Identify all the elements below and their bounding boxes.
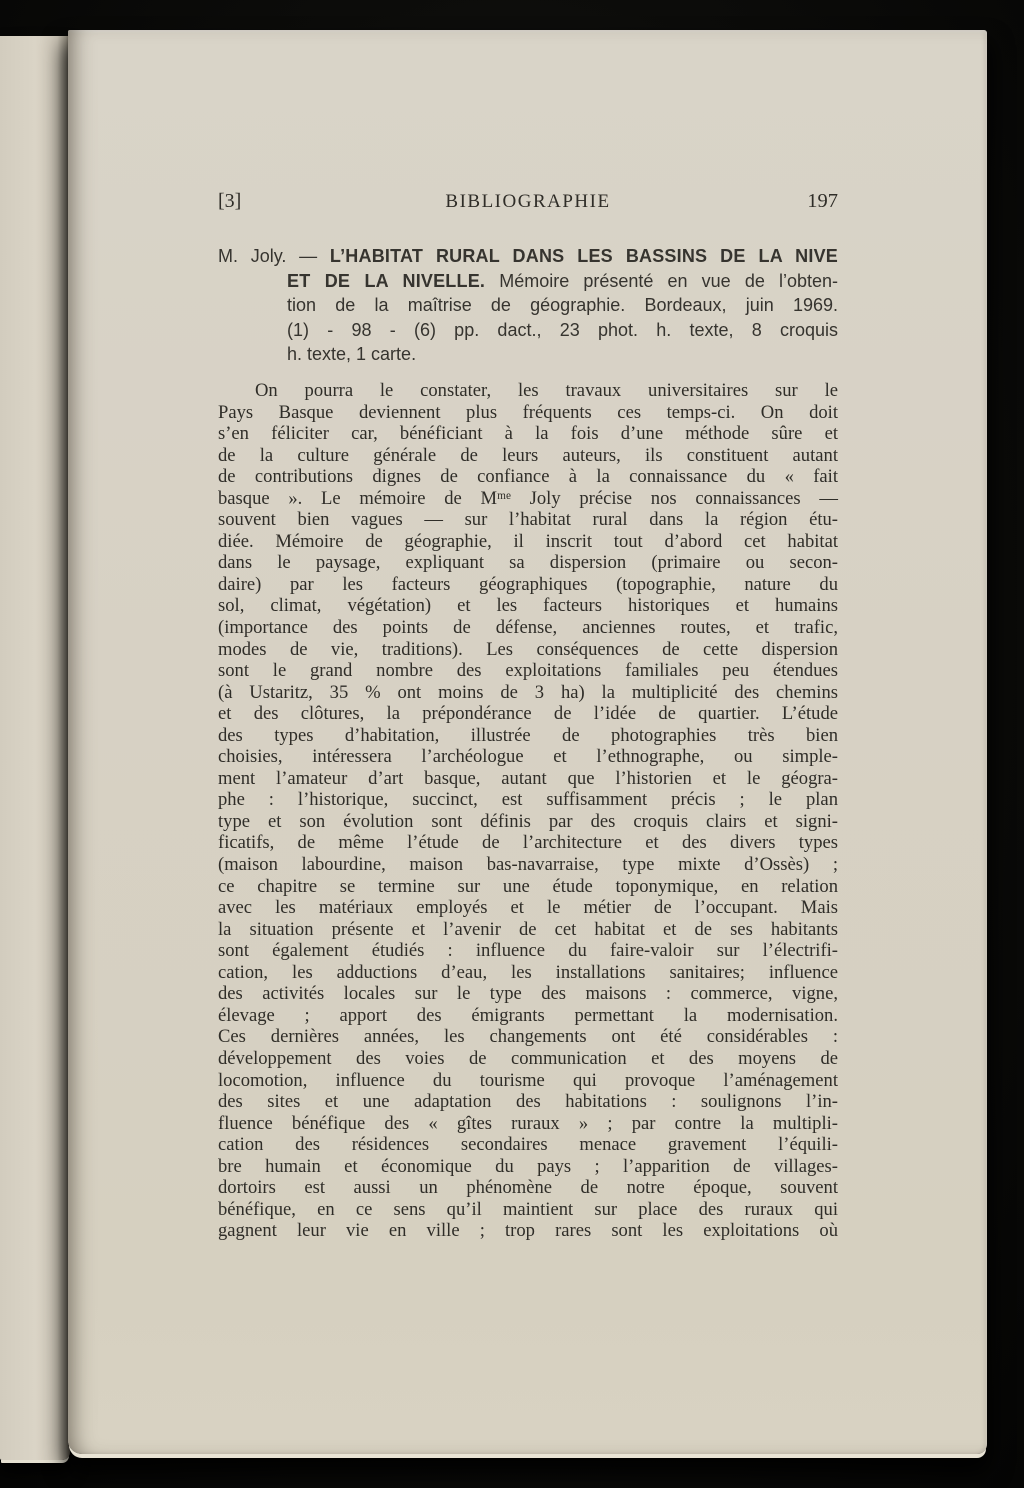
- body-line: de contributions dignes de confiance à la connaissance du « fait: [218, 466, 838, 488]
- body-line: cation, les adductions d’eau, les installations sanitaires; influence: [218, 961, 838, 983]
- body-line: (à Ustaritz, 35 % ont moins de 3 ha) la multiplicité des chemins: [218, 681, 838, 703]
- body-line: s’en féliciter car, bénéficiant à la fois d’une méthode sûre et: [218, 423, 838, 445]
- body-line: phe : l’historique, succinct, est suffisamment précis ; le plan: [218, 789, 838, 811]
- body-line: des sites et une adaptation des habitations : soulignons l’in-: [218, 1091, 838, 1113]
- body-line: type et son évolution sont définis par des croquis clairs et signi-: [218, 810, 838, 832]
- entry-line: [218, 293, 838, 318]
- entry-text-segment: tion de la maîtrise de géographie. Bordeaux, juin 1969.: [287, 295, 838, 315]
- section-marker: [3]: [218, 190, 242, 212]
- body-line: ce chapitre se termine sur une étude toponymique, en relation: [218, 875, 838, 897]
- body-line: développement des voies de communication et des moyens de: [218, 1047, 838, 1069]
- body-line: sont également étudiés : influence du faire-valoir sur l’électrifi-: [218, 940, 838, 962]
- body-line: daire) par les facteurs géographiques (topographie, nature du: [218, 573, 838, 595]
- body-line: (importance des points de défense, anciennes routes, et trafic,: [218, 617, 838, 639]
- body-line: des types d’habitation, illustrée de photographies très bien: [218, 724, 838, 746]
- body-line: ment l’amateur d’art basque, autant que l’historien et le géogra-: [218, 767, 838, 789]
- running-header: [218, 190, 838, 213]
- entry-line: [218, 318, 838, 343]
- entry-text-segment: M. Joly. —: [218, 246, 330, 266]
- entry-title-segment: L’HABITAT RURAL DANS LES BASSINS DE LA NIVE: [329, 246, 838, 266]
- body-line: et des clôtures, la prépondérance de l’idée de quartier. L’étude: [218, 703, 838, 725]
- body-line: élevage ; apport des émigrants permettant la modernisation.: [218, 1004, 838, 1026]
- facing-page-edge: [0, 36, 70, 1460]
- entry-text-segment: h. texte, 1 carte.: [287, 344, 417, 364]
- body-line: Pays Basque deviennent plus fréquents ces temps-ci. On doit: [218, 401, 838, 423]
- entry-line: [218, 269, 838, 294]
- body-line: ficatifs, de même l’étude de l’architecture et des divers types: [218, 832, 838, 854]
- body-line: locomotion, influence du tourisme qui provoque l’aménagement: [218, 1069, 838, 1091]
- body-line: fluence bénéfique des « gîtes ruraux » ; par contre la multipli-: [218, 1112, 838, 1134]
- body-line: cation des résidences secondaires menace gravement l’équili-: [218, 1134, 838, 1156]
- body-line: des activités locales sur le type des maisons : commerce, vigne,: [218, 983, 838, 1005]
- body-line: dans le paysage, expliquant sa dispersion (primaire ou secon-: [218, 552, 838, 574]
- book-page: [68, 30, 987, 1454]
- entry-line: [218, 244, 838, 269]
- body-line: bre humain et économique du pays ; l’apparition de villages-: [218, 1155, 838, 1177]
- body-line: basque ». Le mémoire de Mᵐᵉ Joly précise nos connaissances —: [218, 487, 838, 509]
- body-line: souvent bien vagues — sur l’habitat rural dans la région étu-: [218, 509, 838, 531]
- body-line: la situation présente et l’avenir de cet habitat et de ses habitants: [218, 918, 838, 940]
- body-line: On pourra le constater, les travaux universitaires sur le: [255, 380, 838, 401]
- page-number: 197: [807, 190, 838, 212]
- body-line: Ces dernières années, les changements ont été considérables :: [218, 1026, 838, 1048]
- body-line: de la culture générale de leurs auteurs, ils constituent autant: [218, 444, 838, 466]
- body-line: (maison labourdine, maison bas-navarraise, type mixte d’Ossès) ;: [218, 854, 838, 876]
- body-line: avec les matériaux employés et le métier de l’occupant. Mais: [218, 897, 838, 919]
- entry-text-segment: (1) - 98 - (6) pp. dact., 23 phot. h. texte, 8 croquis: [287, 319, 838, 340]
- bibliography-entry: [218, 244, 838, 367]
- body-line: sont le grand nombre des exploitations familiales peu étendues: [218, 660, 838, 682]
- body-line: diée. Mémoire de géographie, il inscrit tout d’abord cet habitat: [218, 530, 838, 552]
- entry-title-segment: ET DE LA NIVELLE.: [287, 270, 486, 291]
- body-line: modes de vie, traditions). Les conséquences de cette dispersion: [218, 638, 838, 660]
- body-line: gagnent leur vie en ville ; trop rares sont les exploitations où: [218, 1220, 838, 1242]
- body-paragraph: [218, 380, 838, 1242]
- body-line: sol, climat, végétation) et les facteurs historiques et humains: [218, 595, 838, 617]
- body-line: choisies, intéressera l’archéologue et l’ethnographe, ou simple-: [218, 746, 838, 768]
- page-header-title: BIBLIOGRAPHIE: [445, 191, 611, 212]
- body-line: dortoirs est aussi un phénomène de notre époque, souvent: [218, 1177, 838, 1199]
- body-line: bénéfique, en ce sens qu’il maintient sur place des ruraux qui: [218, 1198, 838, 1220]
- entry-text-segment: Mémoire présenté en vue de l’obten-: [485, 270, 838, 291]
- entry-line: [218, 342, 838, 367]
